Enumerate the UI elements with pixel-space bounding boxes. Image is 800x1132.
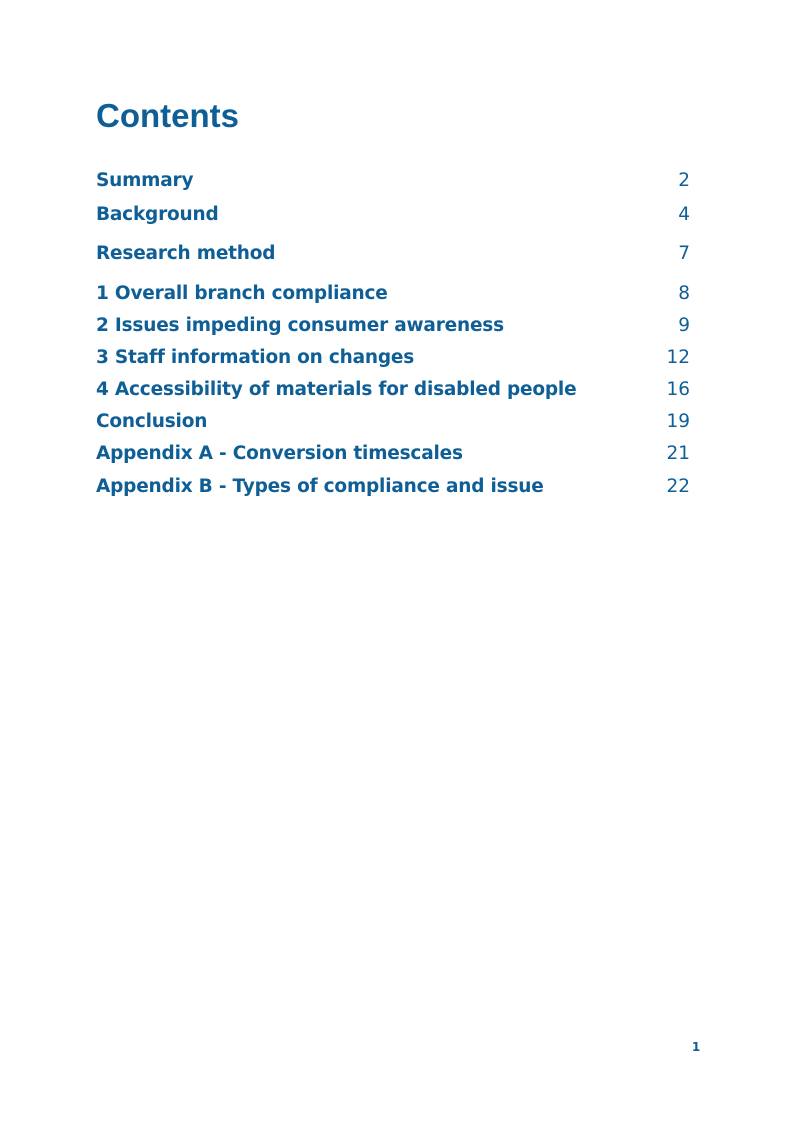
toc-entry-overall-branch-compliance[interactable] (96, 279, 690, 307)
toc-entry-issues-impeding-consumer-awareness[interactable] (96, 311, 690, 339)
toc-entry-page-number: 4 (678, 203, 690, 225)
toc-entry-appendix-b[interactable] (96, 472, 690, 500)
toc-entry-conclusion[interactable] (96, 407, 690, 435)
toc-entry-label: 1 Overall branch compliance (96, 282, 388, 304)
toc-entry-page-number: 22 (666, 475, 690, 497)
toc-entry-page-number: 21 (666, 442, 690, 464)
toc-entry-page-number: 16 (666, 378, 690, 400)
toc-entry-label: Appendix A - Conversion timescales (96, 442, 463, 464)
toc-entry-label: Appendix B - Types of compliance and issue (96, 475, 544, 497)
toc-entry-page-number: 7 (678, 242, 690, 264)
toc-entry-background[interactable] (96, 200, 690, 228)
table-of-contents (96, 0, 690, 520)
toc-entry-appendix-a[interactable] (96, 439, 690, 467)
page-title: Contents (96, 97, 239, 134)
toc-entry-page-number: 2 (678, 169, 690, 191)
footer-page-number: 1 (691, 1040, 701, 1054)
toc-entry-accessibility-of-materials[interactable] (96, 375, 690, 403)
toc-entry-label: Research method (96, 242, 276, 264)
toc-entry-label: 2 Issues impeding consumer awareness (96, 314, 504, 336)
toc-entry-page-number: 12 (666, 346, 690, 368)
toc-entry-page-number: 19 (666, 410, 690, 432)
toc-entry-staff-information-on-changes[interactable] (96, 343, 690, 371)
toc-entry-summary[interactable] (96, 166, 690, 194)
toc-entry-research-method[interactable] (96, 239, 690, 267)
toc-entry-page-number: 8 (678, 282, 690, 304)
toc-entry-page-number: 9 (678, 314, 690, 336)
toc-entry-label: 3 Staff information on changes (96, 346, 415, 368)
toc-entry-label: 4 Accessibility of materials for disabled people (96, 378, 577, 400)
toc-entry-label: Background (96, 203, 219, 225)
toc-entry-label: Conclusion (96, 410, 208, 432)
toc-entry-label: Summary (96, 169, 194, 191)
